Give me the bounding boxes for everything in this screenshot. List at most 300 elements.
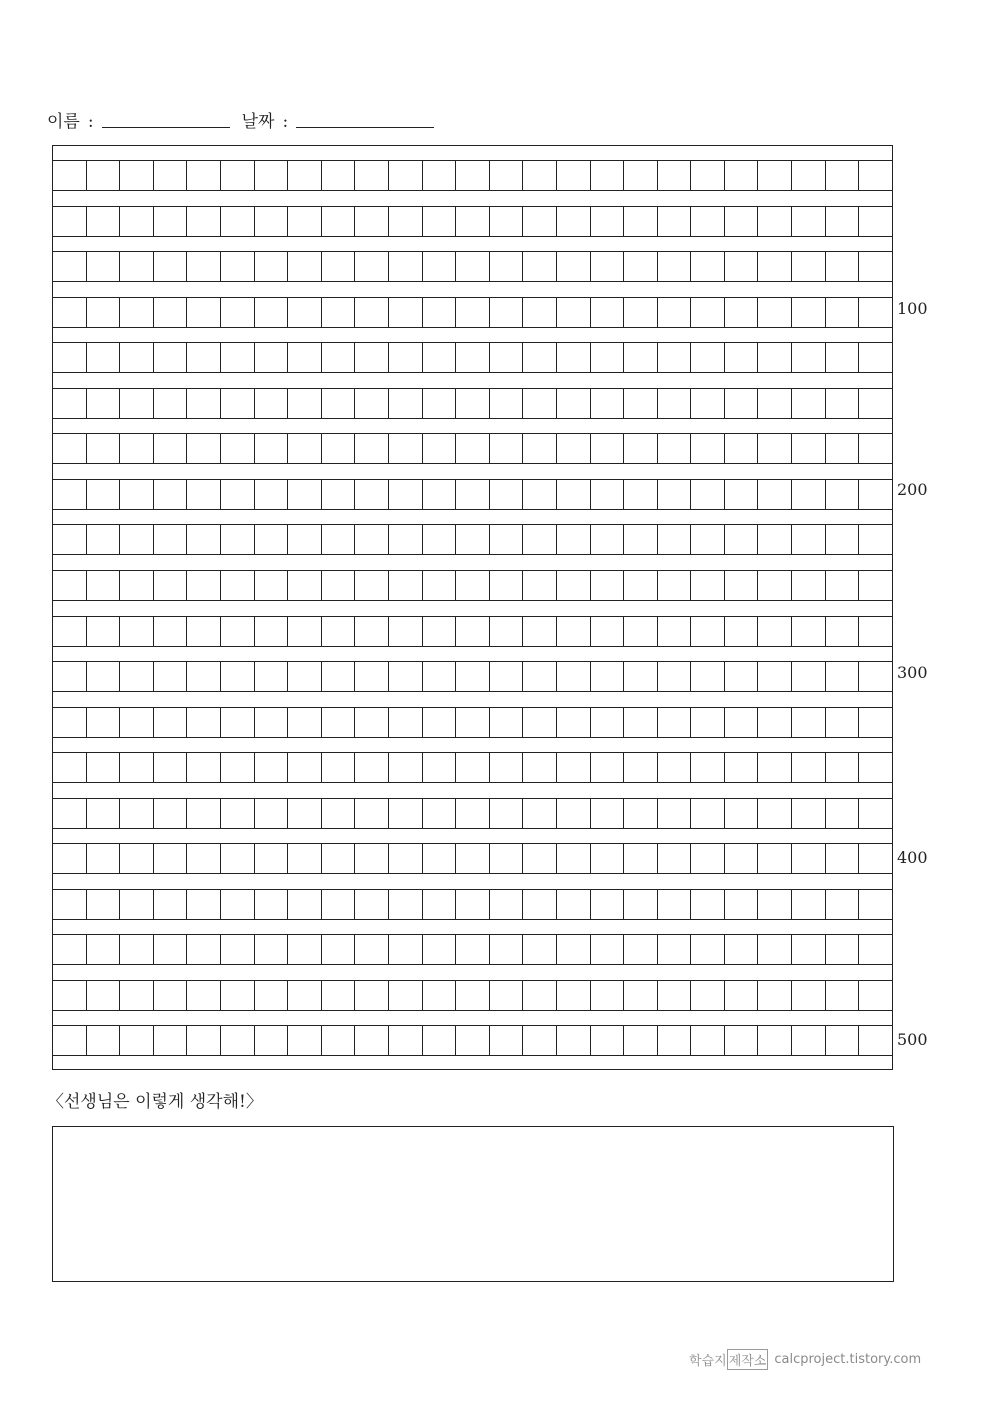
grid-cell[interactable] [858,252,892,281]
grid-cell[interactable] [321,708,355,737]
grid-cell[interactable] [119,617,153,646]
grid-cell[interactable] [354,935,388,964]
grid-cell[interactable] [556,617,590,646]
grid-cell[interactable] [53,480,86,509]
grid-cell[interactable] [354,799,388,828]
grid-cell[interactable] [254,662,288,691]
grid-cell[interactable] [220,799,254,828]
grid-cell[interactable] [287,708,321,737]
grid-cell[interactable] [724,343,758,372]
grid-cell[interactable] [354,343,388,372]
grid-cell[interactable] [86,662,120,691]
grid-cell[interactable] [287,298,321,327]
grid-cell[interactable] [388,161,422,190]
grid-cell[interactable] [757,571,791,600]
grid-cell[interactable] [455,799,489,828]
grid-cell[interactable] [119,480,153,509]
grid-cell[interactable] [455,571,489,600]
grid-cell[interactable] [86,890,120,919]
grid-cell[interactable] [321,298,355,327]
grid-cell[interactable] [422,617,456,646]
grid-cell[interactable] [254,298,288,327]
grid-cell[interactable] [287,890,321,919]
grid-cell[interactable] [153,708,187,737]
grid-cell[interactable] [590,617,624,646]
grid-cell[interactable] [522,343,556,372]
grid-cell[interactable] [287,1026,321,1055]
grid-cell[interactable] [254,571,288,600]
grid-cell[interactable] [724,1026,758,1055]
grid-cell[interactable] [53,708,86,737]
grid-cell[interactable] [321,480,355,509]
grid-cell[interactable] [590,662,624,691]
grid-cell[interactable] [321,753,355,782]
date-blank-line[interactable] [296,109,434,128]
grid-cell[interactable] [690,571,724,600]
grid-cell[interactable] [119,343,153,372]
grid-cell[interactable] [186,617,220,646]
grid-cell[interactable] [724,207,758,236]
grid-cell[interactable] [220,890,254,919]
grid-cell[interactable] [119,890,153,919]
grid-cell[interactable] [186,981,220,1010]
grid-cell[interactable] [623,617,657,646]
grid-cell[interactable] [86,1026,120,1055]
grid-cell[interactable] [287,525,321,554]
grid-cell[interactable] [657,298,691,327]
grid-cell[interactable] [623,525,657,554]
grid-cell[interactable] [556,844,590,873]
grid-cell[interactable] [153,571,187,600]
grid-cell[interactable] [354,981,388,1010]
grid-cell[interactable] [724,389,758,418]
grid-cell[interactable] [791,662,825,691]
grid-cell[interactable] [690,434,724,463]
grid-cell[interactable] [657,389,691,418]
grid-cell[interactable] [757,617,791,646]
grid-cell[interactable] [825,662,859,691]
grid-cell[interactable] [321,981,355,1010]
grid-cell[interactable] [86,753,120,782]
grid-cell[interactable] [724,617,758,646]
grid-cell[interactable] [119,571,153,600]
grid-cell[interactable] [825,480,859,509]
grid-cell[interactable] [858,389,892,418]
grid-cell[interactable] [422,525,456,554]
grid-cell[interactable] [354,298,388,327]
grid-cell[interactable] [690,708,724,737]
grid-cell[interactable] [590,890,624,919]
grid-cell[interactable] [321,389,355,418]
grid-cell[interactable] [690,480,724,509]
grid-cell[interactable] [522,708,556,737]
grid-cell[interactable] [825,753,859,782]
grid-cell[interactable] [858,844,892,873]
grid-cell[interactable] [119,844,153,873]
grid-cell[interactable] [354,753,388,782]
grid-cell[interactable] [186,799,220,828]
grid-cell[interactable] [153,389,187,418]
grid-cell[interactable] [590,753,624,782]
grid-cell[interactable] [53,343,86,372]
grid-cell[interactable] [186,935,220,964]
grid-cell[interactable] [86,480,120,509]
grid-cell[interactable] [287,571,321,600]
grid-cell[interactable] [791,753,825,782]
grid-cell[interactable] [287,753,321,782]
grid-cell[interactable] [86,207,120,236]
grid-cell[interactable] [590,252,624,281]
grid-cell[interactable] [220,1026,254,1055]
grid-cell[interactable] [590,343,624,372]
grid-cell[interactable] [657,753,691,782]
grid-cell[interactable] [254,434,288,463]
grid-cell[interactable] [455,981,489,1010]
grid-cell[interactable] [53,799,86,828]
grid-cell[interactable] [623,161,657,190]
grid-cell[interactable] [522,981,556,1010]
grid-cell[interactable] [623,343,657,372]
grid-cell[interactable] [455,708,489,737]
grid-cell[interactable] [590,207,624,236]
grid-cell[interactable] [186,708,220,737]
grid-cell[interactable] [455,343,489,372]
grid-cell[interactable] [422,252,456,281]
grid-cell[interactable] [522,753,556,782]
grid-cell[interactable] [623,207,657,236]
grid-cell[interactable] [825,708,859,737]
grid-cell[interactable] [220,207,254,236]
grid-cell[interactable] [757,708,791,737]
grid-cell[interactable] [53,434,86,463]
grid-cell[interactable] [321,161,355,190]
grid-cell[interactable] [489,935,523,964]
grid-cell[interactable] [825,525,859,554]
grid-cell[interactable] [153,434,187,463]
grid-cell[interactable] [388,981,422,1010]
grid-cell[interactable] [590,571,624,600]
grid-cell[interactable] [522,844,556,873]
grid-cell[interactable] [690,890,724,919]
grid-cell[interactable] [153,662,187,691]
grid-cell[interactable] [321,890,355,919]
grid-cell[interactable] [388,890,422,919]
grid-cell[interactable] [489,708,523,737]
grid-cell[interactable] [556,389,590,418]
grid-cell[interactable] [556,890,590,919]
grid-cell[interactable] [422,1026,456,1055]
grid-cell[interactable] [858,434,892,463]
grid-cell[interactable] [186,1026,220,1055]
grid-cell[interactable] [657,1026,691,1055]
grid-cell[interactable] [791,207,825,236]
grid-cell[interactable] [388,935,422,964]
grid-cell[interactable] [858,662,892,691]
grid-cell[interactable] [657,343,691,372]
grid-cell[interactable] [623,434,657,463]
grid-cell[interactable] [858,981,892,1010]
grid-cell[interactable] [119,207,153,236]
grid-cell[interactable] [657,708,691,737]
grid-cell[interactable] [791,480,825,509]
grid-cell[interactable] [153,890,187,919]
grid-cell[interactable] [354,161,388,190]
grid-cell[interactable] [489,161,523,190]
grid-cell[interactable] [825,981,859,1010]
grid-cell[interactable] [623,890,657,919]
grid-cell[interactable] [455,1026,489,1055]
grid-cell[interactable] [186,890,220,919]
grid-cell[interactable] [53,525,86,554]
grid-cell[interactable] [220,252,254,281]
grid-cell[interactable] [556,343,590,372]
grid-cell[interactable] [556,252,590,281]
grid-cell[interactable] [757,935,791,964]
grid-cell[interactable] [388,252,422,281]
grid-cell[interactable] [254,890,288,919]
grid-cell[interactable] [86,844,120,873]
grid-cell[interactable] [53,935,86,964]
grid-cell[interactable] [858,1026,892,1055]
grid-cell[interactable] [455,935,489,964]
grid-cell[interactable] [657,207,691,236]
grid-cell[interactable] [53,662,86,691]
grid-cell[interactable] [757,207,791,236]
grid-cell[interactable] [287,434,321,463]
grid-cell[interactable] [690,799,724,828]
grid-cell[interactable] [86,298,120,327]
grid-cell[interactable] [354,434,388,463]
grid-cell[interactable] [86,617,120,646]
grid-cell[interactable] [354,252,388,281]
grid-cell[interactable] [690,525,724,554]
grid-cell[interactable] [119,389,153,418]
grid-cell[interactable] [422,799,456,828]
grid-cell[interactable] [522,525,556,554]
grid-cell[interactable] [522,662,556,691]
grid-cell[interactable] [388,343,422,372]
grid-cell[interactable] [556,935,590,964]
grid-cell[interactable] [724,799,758,828]
grid-cell[interactable] [858,708,892,737]
grid-cell[interactable] [556,981,590,1010]
grid-cell[interactable] [388,708,422,737]
grid-cell[interactable] [556,753,590,782]
grid-cell[interactable] [489,389,523,418]
grid-cell[interactable] [86,252,120,281]
grid-cell[interactable] [354,617,388,646]
grid-cell[interactable] [489,753,523,782]
grid-cell[interactable] [623,480,657,509]
grid-cell[interactable] [388,298,422,327]
grid-cell[interactable] [724,753,758,782]
grid-cell[interactable] [590,1026,624,1055]
grid-cell[interactable] [422,662,456,691]
grid-cell[interactable] [254,252,288,281]
grid-cell[interactable] [690,1026,724,1055]
grid-cell[interactable] [53,1026,86,1055]
grid-cell[interactable] [791,161,825,190]
grid-cell[interactable] [220,161,254,190]
grid-cell[interactable] [321,799,355,828]
grid-cell[interactable] [825,844,859,873]
grid-cell[interactable] [422,935,456,964]
grid-cell[interactable] [791,389,825,418]
grid-cell[interactable] [354,890,388,919]
grid-cell[interactable] [321,1026,355,1055]
grid-cell[interactable] [858,161,892,190]
grid-cell[interactable] [119,298,153,327]
grid-cell[interactable] [186,161,220,190]
grid-cell[interactable] [623,753,657,782]
grid-cell[interactable] [86,389,120,418]
grid-cell[interactable] [287,662,321,691]
grid-cell[interactable] [791,981,825,1010]
grid-cell[interactable] [422,161,456,190]
grid-cell[interactable] [791,525,825,554]
grid-cell[interactable] [791,935,825,964]
grid-cell[interactable] [522,298,556,327]
grid-cell[interactable] [757,844,791,873]
grid-cell[interactable] [53,252,86,281]
grid-cell[interactable] [623,981,657,1010]
grid-cell[interactable] [590,480,624,509]
grid-cell[interactable] [489,343,523,372]
grid-cell[interactable] [153,525,187,554]
grid-cell[interactable] [119,935,153,964]
grid-cell[interactable] [186,525,220,554]
grid-cell[interactable] [220,617,254,646]
teacher-comment-box[interactable] [52,1126,894,1282]
grid-cell[interactable] [186,252,220,281]
grid-cell[interactable] [757,298,791,327]
grid-cell[interactable] [690,389,724,418]
grid-cell[interactable] [825,252,859,281]
grid-cell[interactable] [757,662,791,691]
grid-cell[interactable] [321,617,355,646]
grid-cell[interactable] [254,708,288,737]
grid-cell[interactable] [858,207,892,236]
grid-cell[interactable] [522,207,556,236]
grid-cell[interactable] [153,207,187,236]
grid-cell[interactable] [590,981,624,1010]
grid-cell[interactable] [690,252,724,281]
grid-cell[interactable] [623,662,657,691]
grid-cell[interactable] [690,753,724,782]
grid-cell[interactable] [388,844,422,873]
grid-cell[interactable] [354,207,388,236]
grid-cell[interactable] [657,662,691,691]
grid-cell[interactable] [590,708,624,737]
grid-cell[interactable] [489,298,523,327]
grid-cell[interactable] [53,298,86,327]
grid-cell[interactable] [724,571,758,600]
grid-cell[interactable] [287,844,321,873]
grid-cell[interactable] [522,935,556,964]
grid-cell[interactable] [757,890,791,919]
grid-cell[interactable] [254,525,288,554]
grid-cell[interactable] [186,662,220,691]
grid-cell[interactable] [825,799,859,828]
grid-cell[interactable] [556,799,590,828]
grid-cell[interactable] [321,525,355,554]
grid-cell[interactable] [489,617,523,646]
grid-cell[interactable] [825,343,859,372]
grid-cell[interactable] [119,799,153,828]
grid-cell[interactable] [422,343,456,372]
grid-cell[interactable] [455,844,489,873]
grid-cell[interactable] [53,207,86,236]
grid-cell[interactable] [489,981,523,1010]
grid-cell[interactable] [623,252,657,281]
grid-cell[interactable] [657,981,691,1010]
grid-cell[interactable] [186,207,220,236]
grid-cell[interactable] [422,434,456,463]
grid-cell[interactable] [757,434,791,463]
grid-cell[interactable] [556,571,590,600]
grid-cell[interactable] [354,571,388,600]
grid-cell[interactable] [186,480,220,509]
grid-cell[interactable] [825,1026,859,1055]
grid-cell[interactable] [657,161,691,190]
grid-cell[interactable] [119,662,153,691]
grid-cell[interactable] [590,161,624,190]
grid-cell[interactable] [388,571,422,600]
grid-cell[interactable] [186,343,220,372]
grid-cell[interactable] [623,389,657,418]
grid-cell[interactable] [220,298,254,327]
grid-cell[interactable] [388,389,422,418]
grid-cell[interactable] [825,571,859,600]
grid-cell[interactable] [287,252,321,281]
grid-cell[interactable] [489,1026,523,1055]
grid-cell[interactable] [522,434,556,463]
grid-cell[interactable] [287,343,321,372]
grid-cell[interactable] [825,617,859,646]
grid-cell[interactable] [53,981,86,1010]
grid-cell[interactable] [522,617,556,646]
grid-cell[interactable] [657,935,691,964]
grid-cell[interactable] [254,753,288,782]
grid-cell[interactable] [455,662,489,691]
grid-cell[interactable] [388,480,422,509]
grid-cell[interactable] [757,252,791,281]
grid-cell[interactable] [858,935,892,964]
grid-cell[interactable] [153,480,187,509]
grid-cell[interactable] [53,753,86,782]
grid-cell[interactable] [489,525,523,554]
grid-cell[interactable] [791,343,825,372]
grid-cell[interactable] [724,434,758,463]
grid-cell[interactable] [690,662,724,691]
grid-cell[interactable] [657,799,691,828]
grid-cell[interactable] [757,1026,791,1055]
grid-cell[interactable] [690,298,724,327]
grid-cell[interactable] [86,434,120,463]
grid-cell[interactable] [791,252,825,281]
grid-cell[interactable] [254,161,288,190]
grid-cell[interactable] [455,298,489,327]
grid-cell[interactable] [690,935,724,964]
grid-cell[interactable] [556,161,590,190]
grid-cell[interactable] [690,981,724,1010]
grid-cell[interactable] [590,434,624,463]
grid-cell[interactable] [455,252,489,281]
grid-cell[interactable] [287,389,321,418]
grid-cell[interactable] [186,571,220,600]
grid-cell[interactable] [455,161,489,190]
grid-cell[interactable] [590,525,624,554]
